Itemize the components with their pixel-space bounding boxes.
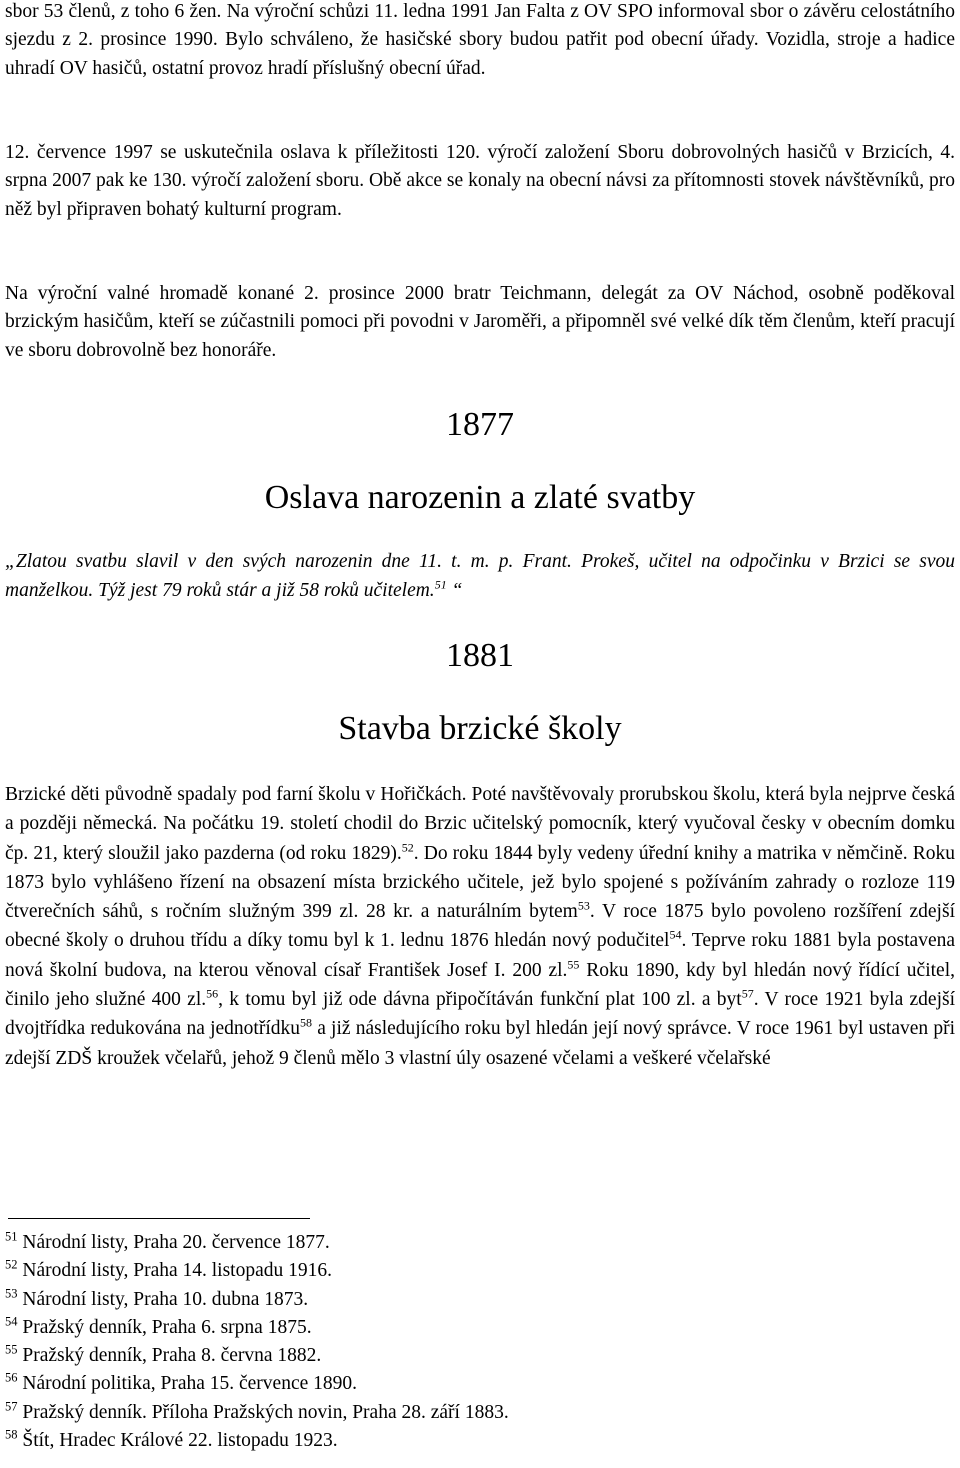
footnote-number: 54: [5, 1314, 18, 1329]
section-title-school-building: Stavba brzické školy: [338, 710, 622, 747]
footnote-text: Štít, Hradec Králové 22. listopadu 1923.: [17, 1430, 338, 1452]
footnote-number: 58: [5, 1427, 18, 1442]
school-text-seg-4: . Teprve roku 1881 byla postavena nová školní budova, na kterou věnoval císař František Josef I. 200 zl.: [5, 930, 955, 981]
quote-close-mark: “: [446, 579, 463, 601]
footnote-text: Národní listy, Praha 20. července 1877.: [17, 1232, 330, 1253]
quote-golden-wedding: [5, 548, 955, 605]
footnote-ref-57[interactable]: 57: [741, 986, 754, 1001]
footnote-number: 57: [5, 1399, 18, 1414]
paragraph-anniversary-celebration: 12. července 1997 se uskutečnila oslava k příležitosti 120. výročí založení Sboru dobrovolných hasičů v Brzicích, 4. srpna 2007 pak ke 130. výročí založení sboru. Obě akce se konaly na obecní návsi za přítomnosti stovek návštěvníků, pro něž byl připraven bohatý kulturní program.: [5, 142, 955, 220]
footnote-51: [5, 1229, 955, 1257]
school-text-seg-7: . V roce 1921 byla zdejší dvojtřídka redukována na jednotřídku: [5, 989, 956, 1040]
footnote-text: Národní listy, Praha 14. listopadu 1916.: [17, 1260, 332, 1282]
section-year-1881: 1881: [446, 637, 514, 674]
school-text-seg-5: Roku 1890, kdy byl hledán nový řídící učitel, činilo jeho služné 400 zl.: [5, 959, 955, 1011]
school-text-seg-1: Brzické děti původně spadaly pod farní školu v Hořičkách. Poté navštěvovaly prorubskou školu, která byla nejprve česká a později německá. Na počátku 19. století chodil do Brzic učitelský pomocník, který vyučoval česky v obecním domku čp. 21, který sloužil jako pazderna (od roku 1829).: [5, 784, 955, 864]
footnote-ref-56[interactable]: 56: [206, 986, 219, 1001]
footnote-56: [5, 1370, 955, 1398]
footnote-52: [5, 1257, 955, 1285]
footnote-number: 51: [5, 1229, 18, 1244]
footnote-number: 53: [5, 1286, 18, 1301]
quote-open-mark: „: [5, 551, 16, 572]
footnote-separator: [8, 1218, 310, 1219]
footnote-text: Národní listy, Praha 10. dubna 1873.: [17, 1288, 309, 1310]
footnote-54: [5, 1314, 955, 1342]
footnote-text: Národní politika, Praha 15. července 1890.: [17, 1373, 358, 1395]
section-title-golden-wedding: Oslava narozenin a zlaté svatby: [264, 479, 696, 516]
footnote-text: Pražský denník, Praha 6. srpna 1875.: [17, 1316, 312, 1338]
paragraph-annual-meeting-2000: Na výroční valné hromadě konané 2. prosince 2000 bratr Teichmann, delegát za OV Náchod, osobně poděkoval brzickým hasičům, kteří se zúčastnili pomoci při povodni v Jaroměři, a připomněl své velké dík těm členům, kteří pracují ve sboru dobrovolně bez honoráře.: [5, 283, 955, 361]
school-text-seg-6: , k tomu byl již ode dávna připočítáván funkční plat 100 zl. a byt: [218, 989, 742, 1011]
footnote-text: Pražský denník. Příloha Pražských novin, Praha 28. září 1883.: [17, 1401, 509, 1423]
quote-text: Zlatou svatbu slavil v den svých narozenin dne 11. t. m. p. Frant. Prokeš, učitel na odpočinku v Brzici se svou manželkou. Týž jest 79 roků stár a již 58 roků učitelem.: [5, 551, 955, 601]
footnote-ref-55[interactable]: 55: [567, 957, 580, 972]
footnote-number: 55: [5, 1342, 18, 1357]
footnote-ref-53[interactable]: 53: [577, 898, 590, 913]
footnote-ref-54[interactable]: 54: [669, 927, 682, 942]
footnote-ref-58[interactable]: 58: [300, 1015, 312, 1030]
school-text-seg-2: . Do roku 1844 byly vedeny úřední knihy a matrika v němčině. Roku 1873 bylo vyhlášeno řízení na obsazení místa brzického učitele, jež bylo spojené s požíváním zahrady o rozloze 119 čtverečních sáhů, s ročním služným 399 zl. 28 kr. a naturálním bytem: [5, 842, 955, 923]
paragraph-school-history: [5, 780, 955, 1073]
footnotes: [5, 1229, 955, 1455]
section-year-1877: 1877: [446, 406, 514, 443]
footnote-text: Pražský denník, Praha 8. června 1882.: [17, 1345, 322, 1367]
footnote-ref-51[interactable]: 51: [434, 577, 447, 591]
footnote-58: [5, 1427, 955, 1455]
footnote-number: 52: [5, 1257, 18, 1272]
school-text-seg-3: . V roce 1875 bylo povoleno rozšíření zdejší obecné školy o druhou třídu a díky tomu byl k 1. lednu 1876 hledán nový podučitel: [5, 901, 955, 952]
paragraph-fire-brigade-1991: sbor 53 členů, z toho 6 žen. Na výroční schůzi 11. ledna 1991 Jan Falta z OV SPO informoval sbor o závěru celostátního sjezdu z 2. prosince 1990. Bylo schváleno, že hasičské sbory budou patřit pod obecní úřady. Vozidla, stroje a hadice uhradí OV hasičů, ostatní provoz hradí příslušný obecní úřad.: [5, 1, 955, 79]
footnote-57: [5, 1399, 955, 1427]
footnote-ref-52[interactable]: 52: [401, 840, 414, 855]
footnote-number: 56: [5, 1370, 18, 1385]
footnote-53: [5, 1286, 955, 1314]
school-text-seg-8: a již následujícího roku byl hledán její nový správce. V roce 1961 byl ustaven při zdejší ZDŠ kroužek včelařů, jehož 9 členů mělo 3 vlastní úly osazené včelami a veškeré včelařské: [5, 1018, 956, 1069]
footnote-55: [5, 1342, 955, 1370]
